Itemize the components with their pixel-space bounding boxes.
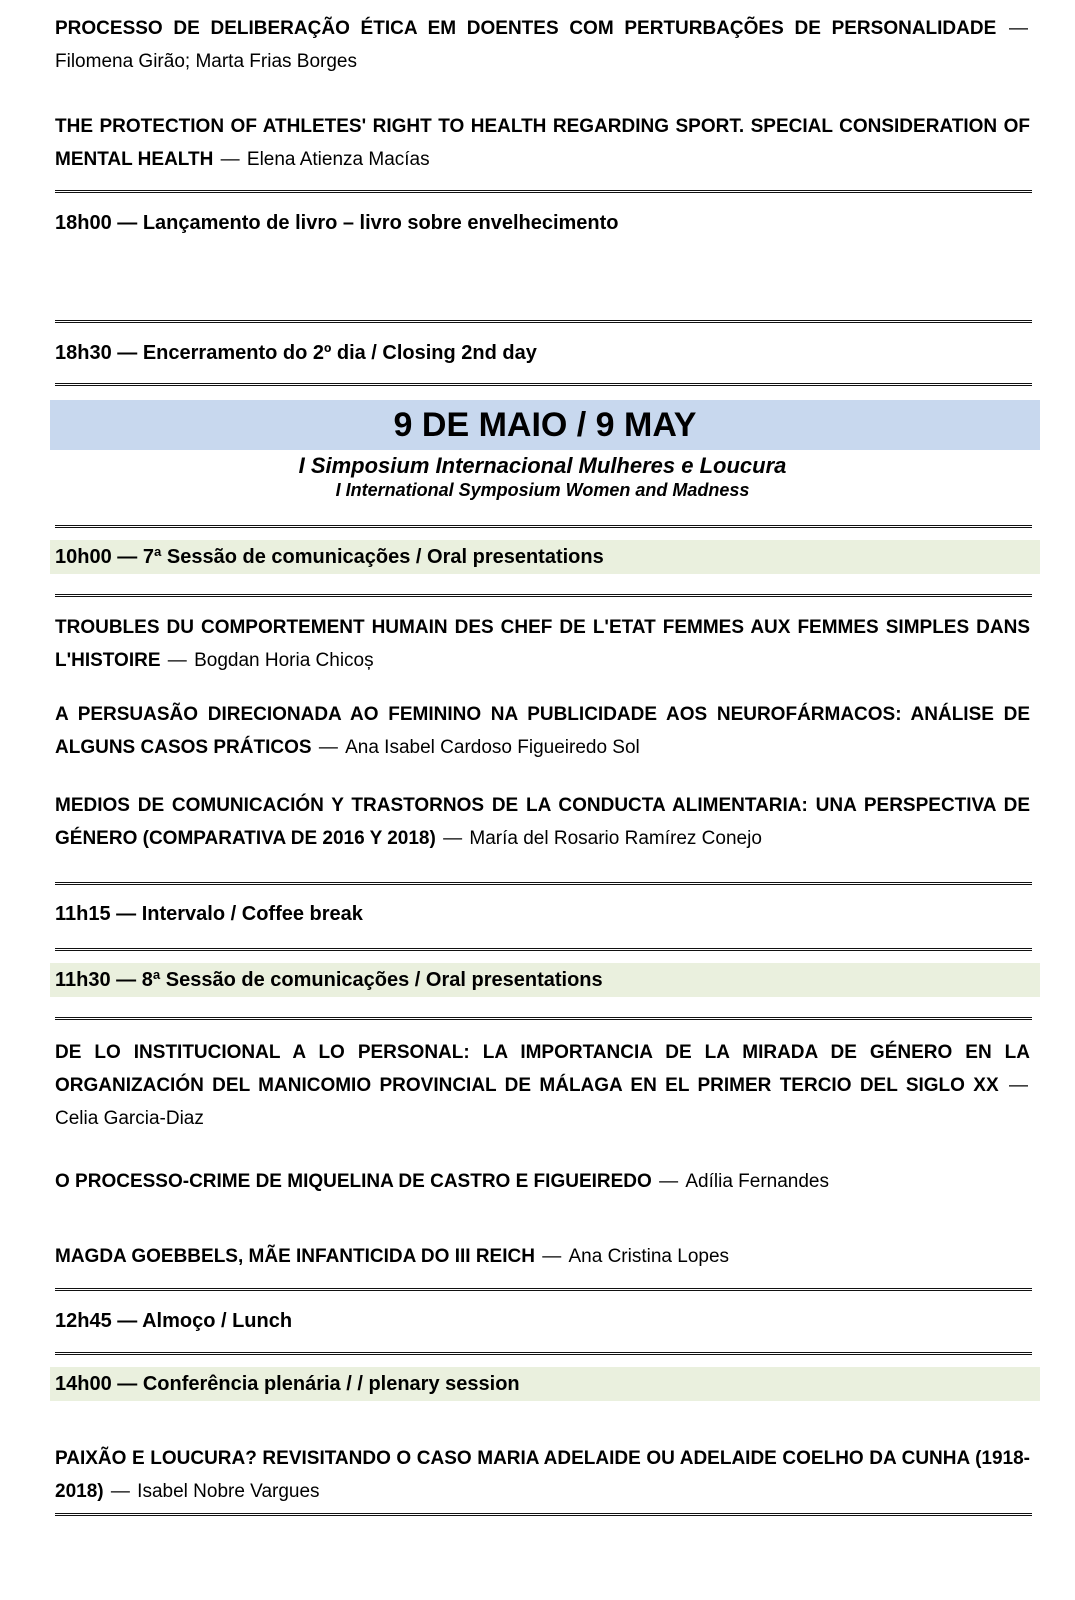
section-divider <box>55 525 1032 528</box>
symposium-subtitle-pt: I Simposium Internacional Mulheres e Loucura <box>298 453 787 478</box>
author-separator: — <box>318 737 338 758</box>
section-divider <box>55 1513 1032 1516</box>
schedule-entry-12h45: 12h45 — Almoço / Lunch <box>55 1310 293 1332</box>
presentation-title: O PROCESSO-CRIME DE MIQUELINA DE CASTRO E FIGUEIREDO <box>55 1171 652 1192</box>
presentation-entry <box>55 789 1030 855</box>
presentation-authors: Ana Cristina Lopes <box>568 1246 730 1267</box>
author-separator: — <box>1009 1075 1029 1096</box>
author-separator: — <box>1009 18 1028 39</box>
author-separator: — <box>542 1246 562 1267</box>
presentation-authors: Ana Isabel Cardoso Figueiredo Sol <box>345 737 640 758</box>
author-separator: — <box>220 149 240 170</box>
schedule-entry-18h00: 18h00 — Lançamento de livro – livro sobre envelhecimento <box>55 212 619 234</box>
presentation-title: MEDIOS DE COMUNICACIÓN Y TRASTORNOS DE LA CONDUCTA ALIMENTARIA: UNA PERSPECTIVA DE GÉNERO (COMPARATIVA DE 2016 Y 2018) <box>55 795 1030 849</box>
session-row-14h00: 14h00 — Conferência plenária / / plenary session <box>50 1367 1040 1401</box>
presentation-entry <box>55 1442 1030 1508</box>
presentation-authors: Isabel Nobre Vargues <box>137 1481 320 1502</box>
section-divider <box>55 383 1032 386</box>
presentation-title: TROUBLES DU COMPORTEMENT HUMAIN DES CHEF DE L'ETAT FEMMES AUX FEMMES SIMPLES DANS L'HISTOIRE <box>55 617 1030 671</box>
author-separator: — <box>110 1481 130 1502</box>
presentation-title: MAGDA GOEBBELS, MÃE INFANTICIDA DO III REICH <box>55 1246 535 1267</box>
day-header-band: 9 DE MAIO / 9 MAY <box>50 400 1040 450</box>
session-row-10h00: 10h00 — 7ª Sessão de comunicações / Oral presentations <box>50 540 1040 574</box>
presentation-entry <box>55 110 1030 176</box>
presentation-entry <box>55 611 1030 677</box>
presentation-entry <box>55 1240 1030 1273</box>
presentation-title: PROCESSO DE DELIBERAÇÃO ÉTICA EM DOENTES COM PERTURBAÇÕES DE PERSONALIDADE <box>55 18 997 39</box>
schedule-entry-18h30: 18h30 — Encerramento do 2º dia / Closing 2nd day <box>55 342 537 364</box>
section-divider <box>55 1352 1032 1355</box>
section-divider <box>55 320 1032 323</box>
presentation-entry <box>55 12 1030 78</box>
presentation-title: THE PROTECTION OF ATHLETES' RIGHT TO HEALTH REGARDING SPORT. SPECIAL CONSIDERATION OF MENTAL HEALTH <box>55 116 1030 170</box>
session-row-11h30: 11h30 — 8ª Sessão de comunicações / Oral presentations <box>50 963 1040 997</box>
presentation-entry <box>55 1165 1030 1198</box>
presentation-title: PAIXÃO E LOUCURA? REVISITANDO O CASO MARIA ADELAIDE OU ADELAIDE COELHO DA CUNHA (1918-2018) <box>55 1448 1030 1502</box>
schedule-entry-11h15: 11h15 — Intervalo / Coffee break <box>55 903 363 925</box>
presentation-entry <box>55 1036 1030 1135</box>
author-separator: — <box>659 1171 679 1192</box>
presentation-authors: Celia Garcia-Diaz <box>55 1108 204 1129</box>
symposium-subtitle-en: I International Symposium Women and Madness <box>335 480 750 500</box>
presentation-authors: Adília Fernandes <box>685 1171 830 1192</box>
presentation-entry <box>55 698 1030 764</box>
author-separator: — <box>443 828 463 849</box>
presentation-authors: Filomena Girão; Marta Frias Borges <box>55 51 357 72</box>
section-divider <box>55 948 1032 951</box>
section-divider <box>55 594 1032 597</box>
presentation-authors: Bogdan Horia Chicoș <box>194 650 374 671</box>
presentation-title: A PERSUASÃO DIRECIONADA AO FEMININO NA PUBLICIDADE AOS NEUROFÁRMACOS: ANÁLISE DE ALGUNS CASOS PRÁTICOS <box>55 704 1030 758</box>
section-divider <box>55 1288 1032 1291</box>
section-divider <box>55 882 1032 885</box>
presentation-title: DE LO INSTITUCIONAL A LO PERSONAL: LA IMPORTANCIA DE LA MIRADA DE GÉNERO EN LA ORGANIZACIÓN DEL MANICOMIO PROVINCIAL DE MÁLAGA EN EL PRIMER TERCIO DEL SIGLO XX <box>55 1042 1030 1096</box>
section-divider <box>55 1017 1032 1020</box>
presentation-authors: María del Rosario Ramírez Conejo <box>469 828 762 849</box>
author-separator: — <box>167 650 187 671</box>
section-divider <box>55 190 1032 193</box>
presentation-authors: Elena Atienza Macías <box>246 149 430 170</box>
